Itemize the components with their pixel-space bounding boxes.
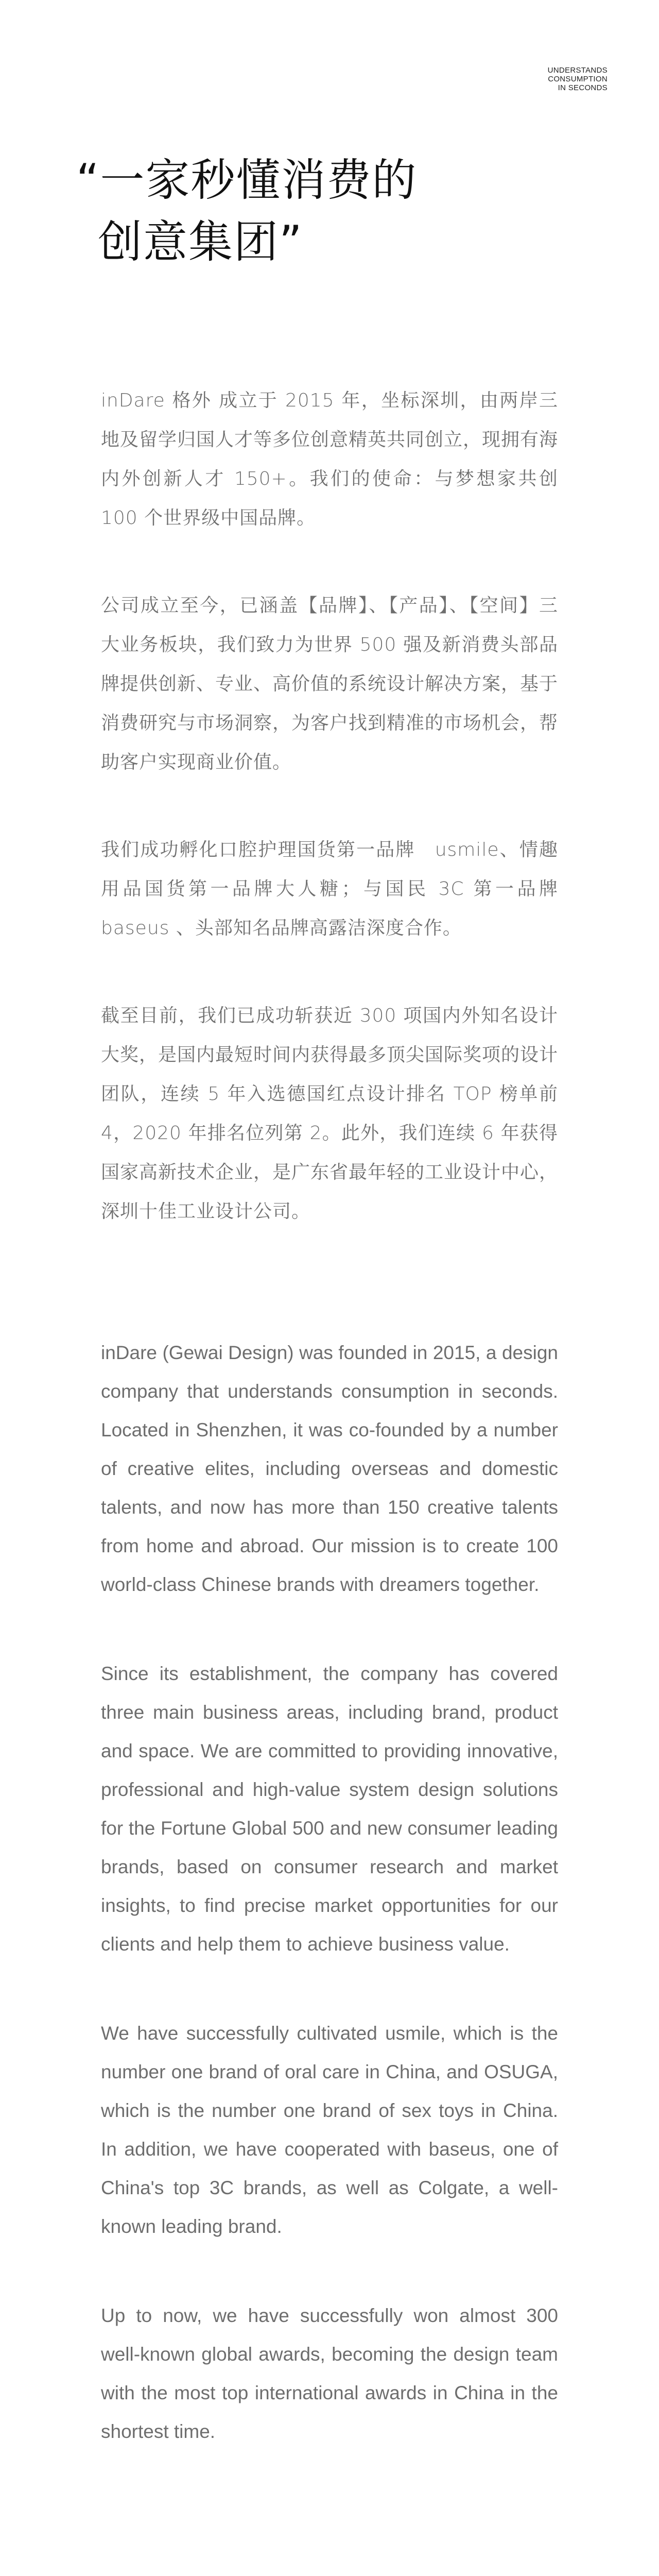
tagline [494, 66, 608, 92]
language-divider-space [101, 1280, 558, 1333]
en-paragraph-awards: Up to now, we have successfully won almost 300 well-known global awards, becoming the design team with the most top international awards in China in the shortest time. [101, 2305, 558, 2442]
zh-paragraph-clients: 我们成功孵化口腔护理国货第一品牌 usmile、情趣用品国货第一品牌大人糖；与国民 3C 第一品牌 baseus 、头部知名品牌高露洁深度合作。 [101, 839, 558, 939]
tagline-line-1: UNDERSTANDS [547, 66, 608, 75]
zh-paragraph-business: 公司成立至今，已涵盖【品牌】、【产品】、【空间】三大业务板块，我们致力为世界 500 强及新消费头部品牌提供创新、专业、高价值的系统设计解决方案，基于消费研究与市场洞察，为客户找到精准的市场机会，帮助客户实现商业价值。 [101, 595, 559, 773]
tagline-line-3: IN SECONDS [558, 83, 608, 92]
company-introduction [101, 381, 558, 2501]
en-paragraph-founding: inDare (Gewai Design) was founded in 2015, a design company that understands consumption in seconds. Located in Shenzhen, it was co-founded by a number of creative elites, including overseas and domestic talents, and now has more than 150 creative talents from home and abroad. Our mission is to create 100 world-class Chinese brands with dreamers together. [101, 1342, 558, 1595]
introduction-english [101, 1333, 558, 2451]
zh-paragraph-awards: 截至目前，我们已成功斩获近 300 项国内外知名设计大奖，是国内最短时间内获得最多顶尖国际奖项的设计团队，连续 5 年入选德国红点设计排名 TOP 榜单前 4，2020 年排名位列第 2。此外，我们连续 6 年获得国家高新技术企业，是广东省最年轻的工业设计中心，深圳十佳工业设计公司。 [101, 1005, 559, 1222]
en-paragraph-clients: We have successfully cultivated usmile, which is the number one brand of oral care in China, and OSUGA, which is the number one brand of sex toys in China. In addition, we have cooperated with baseus, one of China's top 3C brands, as well as Colgate, a well-known leading brand. [101, 2023, 558, 2237]
headline-line-2: 创意集团” [98, 216, 303, 268]
headline-line-1: “一家秒懂消费的 [76, 155, 418, 206]
page-headline [76, 149, 540, 273]
introduction-chinese [101, 381, 558, 1231]
tagline-line-2: CONSUMPTION [548, 75, 608, 83]
en-paragraph-business: Since its establishment, the company has covered three main business areas, including brand, product and space. We are committed to providing innovative, professional and high-value system design solutions for the Fortune Global 500 and new consumer leading brands, based on consumer research and market insights, to find precise market opportunities for our clients and help them to achieve business value. [101, 1663, 558, 1955]
zh-paragraph-founding: inDare 格外 成立于 2015 年，坐标深圳，由两岸三地及留学归国人才等多位创意精英共同创立，现拥有海内外创新人才 150+。我们的使命：与梦想家共创 100 个世界级中国品牌。 [101, 390, 559, 529]
